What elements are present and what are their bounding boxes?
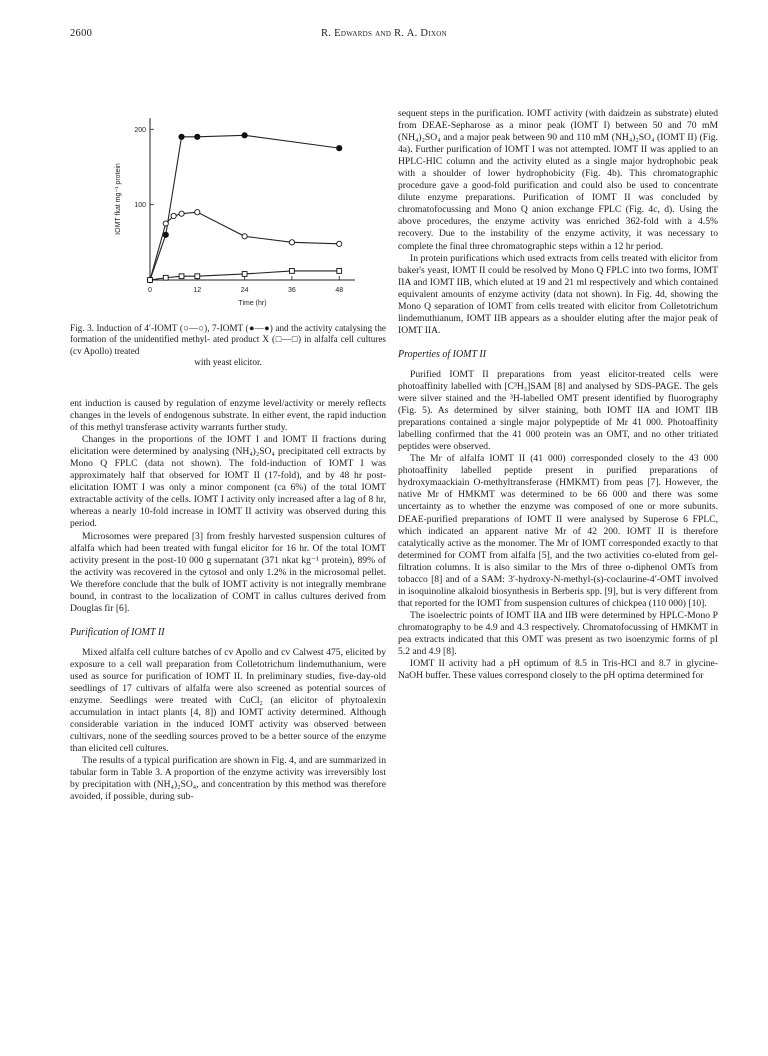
x-tick-label: 24	[240, 287, 249, 294]
x-tick-label: 12	[193, 287, 202, 294]
y-tick-label: 100	[134, 202, 146, 210]
left-paragraph-3: Microsomes were prepared [3] from freshly harvested suspension cultures of alfalfa which had been treated with fungal elicitor for 16 hr. Of the total IOMT activity present in the post-10 000 g supernatant (371 nkat kg⁻¹ protein), 89% of the activity was recovered in the cytosol and only 1.2% in the microsomal pellet. We therefore conclude that the bulk of IOMT activity is not integrally membrane bound, in contrast to the localization of COMT in callus cultures derived from Douglas fir [6].	[70, 530, 386, 614]
data-point-filled-circle	[195, 134, 200, 139]
data-point-open-circle	[179, 211, 184, 216]
left-paragraph-5: The results of a typical purification are shown in Fig. 4, and are summarized in tabular form in Table 3. A proportion of the enzyme activity was irreversibly lost by precipitation with (NH₄)₂SO₄, and concentration by this method was therefore avoided, if possible, during sub-	[70, 755, 386, 803]
caption-line-1: Fig. 3. Induction of 4′-IOMT (○—○), 7-IOMT (●—●) and	[70, 323, 289, 333]
x-axis-label: Time (hr)	[238, 300, 267, 307]
data-point-open-circle	[289, 240, 294, 245]
right-paragraph-2: In protein purifications which used extracts from cells treated with elicitor from baker's yeast, IOMT II could be resolved by Mono Q FPLC into two forms, IOMT IIA and IOMT IIB, which eluted at 19 and 21 ml respectively and which contained equivalent amounts of enzyme activity (data not shown). In Fig. 4d, showing the Mono Q separation of IOMT from cells treated with elicitor from Colletotrichum lindemuthianum, IOMT IIB appears as a shoulder eluting after the major peak of IOMT IIA.	[398, 252, 718, 336]
figure-caption	[70, 323, 386, 369]
page-number: 2600	[70, 28, 93, 39]
data-point-open-square	[242, 272, 247, 277]
caption-line-4: with yeast elicitor.	[194, 357, 262, 368]
right-paragraph-4: The Mr of alfalfa IOMT II (41 000) corresponded closely to the 43 000 photoaffinity labelled peptide present in purified preparations of hydroxymaackiain O-methyltransferase (HMKMT) from peas [7]. However, the native Mr of HMKMT was determined to be 66 000 and there was some uncertainty as to whether the enzyme was composed of one or more subunits. DEAE-purified preparations of IOMT II were analysed by Superose 6 FPLC, which indicated an apparent native Mr of 42 200. IOMT II is therefore catalytically active as the monomer. The Mr of IOMT corresponded exactly to that determined for COMT from alfalfa [5], and the two activities co-eluted from gel-filtration columns. It is also similar to the Mrs of three o-diphenol OMTs from tobacco [8] and of a SAM: 3′-hydroxy-N-methyl-(s)-coclaurine-4′-OMT involved in isoquinoline alkaloid biosynthesis in Berberis spp. [9], but is very different from that reported for the IOMT from suspension cultures of chickpea (110 000) [10].	[398, 453, 718, 609]
left-paragraph-4: Mixed alfalfa cell culture batches of cv Apollo and cv Calwest 475, elicited by exposure to a cell wall preparation from Colletotrichum lindemuthanium, were used as source for purification of IOMT II. In preliminary studies, five-day-old seedlings of 17 cultivars of alfalfa were also screened as potential sources of enzyme. Seedlings were treated with CuCl₂ (an elicitor of phytoalexin accumulation in intact plants [4, 8]) and IOMT activity determined. Although considerable variation in the induced IOMT activity was observed between cultivars, none of the seedling sources proved to be a better source of the enzyme than elicited cell cultures.	[70, 646, 386, 755]
data-point-open-circle	[242, 234, 247, 239]
running-head-authors: R. Edwards and R. A. Dixon	[320, 28, 448, 39]
data-point-open-square	[290, 269, 295, 274]
data-point-open-square	[148, 278, 153, 283]
data-point-open-circle	[337, 241, 342, 246]
data-point-open-circle	[163, 221, 168, 226]
data-point-open-square	[337, 269, 342, 274]
x-tick-label: 48	[335, 287, 344, 294]
right-column	[398, 108, 718, 682]
right-paragraph-5: The isoelectric points of IOMT IIA and IIB were determined by HPLC-Mono P chromatography to be 4.9 and 4.3 respectively. Chromatofocussing of HMKMT in pea extracts indicated that this OMT was present as two isoenzymic forms of pI 5.2 and 4.9 [8].	[398, 609, 718, 658]
right-paragraph-3: Purified IOMT II preparations from yeast elicitor-treated cells were photoaffinity labelled with [C³H₃]SAM [8] and analysed by SDS-PAGE. The gels were silver stained and the ³H-labelled OMT present identified by fluorography (Fig. 5). As determined by silver staining, both IOMT IIA and IOMT IIB preparations contained a single major polypeptide of Mr 41 000. Photoaffinity labelling confirmed that the 41 000 protein was an OMT, and no other tritiated peptides were observed.	[398, 368, 718, 453]
left-paragraph-1: ent induction is caused by regulation of enzyme level/activity or merely reflects changes in the levels of endogenous substrate. In either event, the rapid induction of this methyl transferase activity warrants further study.	[70, 398, 386, 434]
left-column	[70, 398, 386, 804]
figure-3-chart	[80, 110, 380, 320]
left-paragraph-2: Changes in the proportions of the IOMT I and IOMT II fractions during elicitation were determined by analysing (NH₄)₂SO₄ precipitated cell extracts by Mono Q FPLC (data not shown). The fold-induction of IOMT I was approximately half that observed for IOMT II (17-fold), and by 48 hr post-elicitation IOMT I was only a minor component (ca 6%) of the total IOMT extractable activity of the cells. IOMT I activity only increased after a lag of 8 hr, whereas a nearly 10-fold increase in IOMT II activity was observed during this period.	[70, 434, 386, 530]
section-heading-properties: Properties of IOMT II	[398, 348, 487, 360]
data-point-filled-circle	[179, 134, 184, 139]
y-tick-label: 200	[134, 126, 146, 134]
data-point-filled-circle	[242, 133, 247, 138]
data-point-filled-circle	[163, 232, 168, 237]
x-tick-label: 36	[288, 287, 296, 294]
caption-line-3: ated product X (□—□) in alfalfa cell cultures (cv Apollo) treated	[70, 334, 386, 356]
y-axis-label: IOMT fkat mg⁻¹ protein	[115, 163, 122, 235]
data-point-open-circle	[195, 210, 200, 215]
data-point-open-circle	[171, 213, 176, 218]
data-point-open-square	[163, 275, 168, 280]
series-line	[150, 212, 339, 280]
data-point-filled-circle	[337, 146, 342, 151]
x-tick-label: 0	[148, 287, 152, 294]
caption-line-2: the activity catalysing the formation of the unidentified methyl-	[70, 323, 386, 345]
section-heading-purification: Purification of IOMT II	[70, 626, 165, 638]
data-point-open-square	[195, 274, 200, 279]
right-paragraph-1: sequent steps in the purification. IOMT activity (with daidzein as substrate) eluted from DEAE-Sepharose as a minor peak (IOMT I) between 50 and 70 mM (NH₄)₂SO₄ and a major peak between 90 and 110 mM (NH₄)₂SO₄ (IOMT II) (Fig. 4a). Further purification of IOMT I was not attempted. IOMT II was applied to an HPLC-HIC column and the activity eluted as a single major hydrophobic peak with a shoulder of lower hydrophobicity (Fig. 4b). This chromatographic procedure gave a good-fold purification and could also be used to concentrate dilute enzyme preparations. Purification of IOMT II was concluded by chromatofocussing and Mono Q anion exchange FPLC (Fig. 4c, d). Using the above procedures, the enzyme activity was enriched 362-fold with a 4.5% recovery. Due to the instability of the enzyme activity, it was necessary to complete the final three chromatographic steps within a 12 hr period.	[398, 108, 718, 252]
right-paragraph-6: IOMT II activity had a pH optimum of 8.5 in Tris-HCl and 8.7 in glycine-NaOH buffer. These values correspond closely to the pH optima determined for	[398, 658, 718, 682]
series-line	[150, 135, 339, 280]
data-point-open-square	[179, 274, 184, 279]
